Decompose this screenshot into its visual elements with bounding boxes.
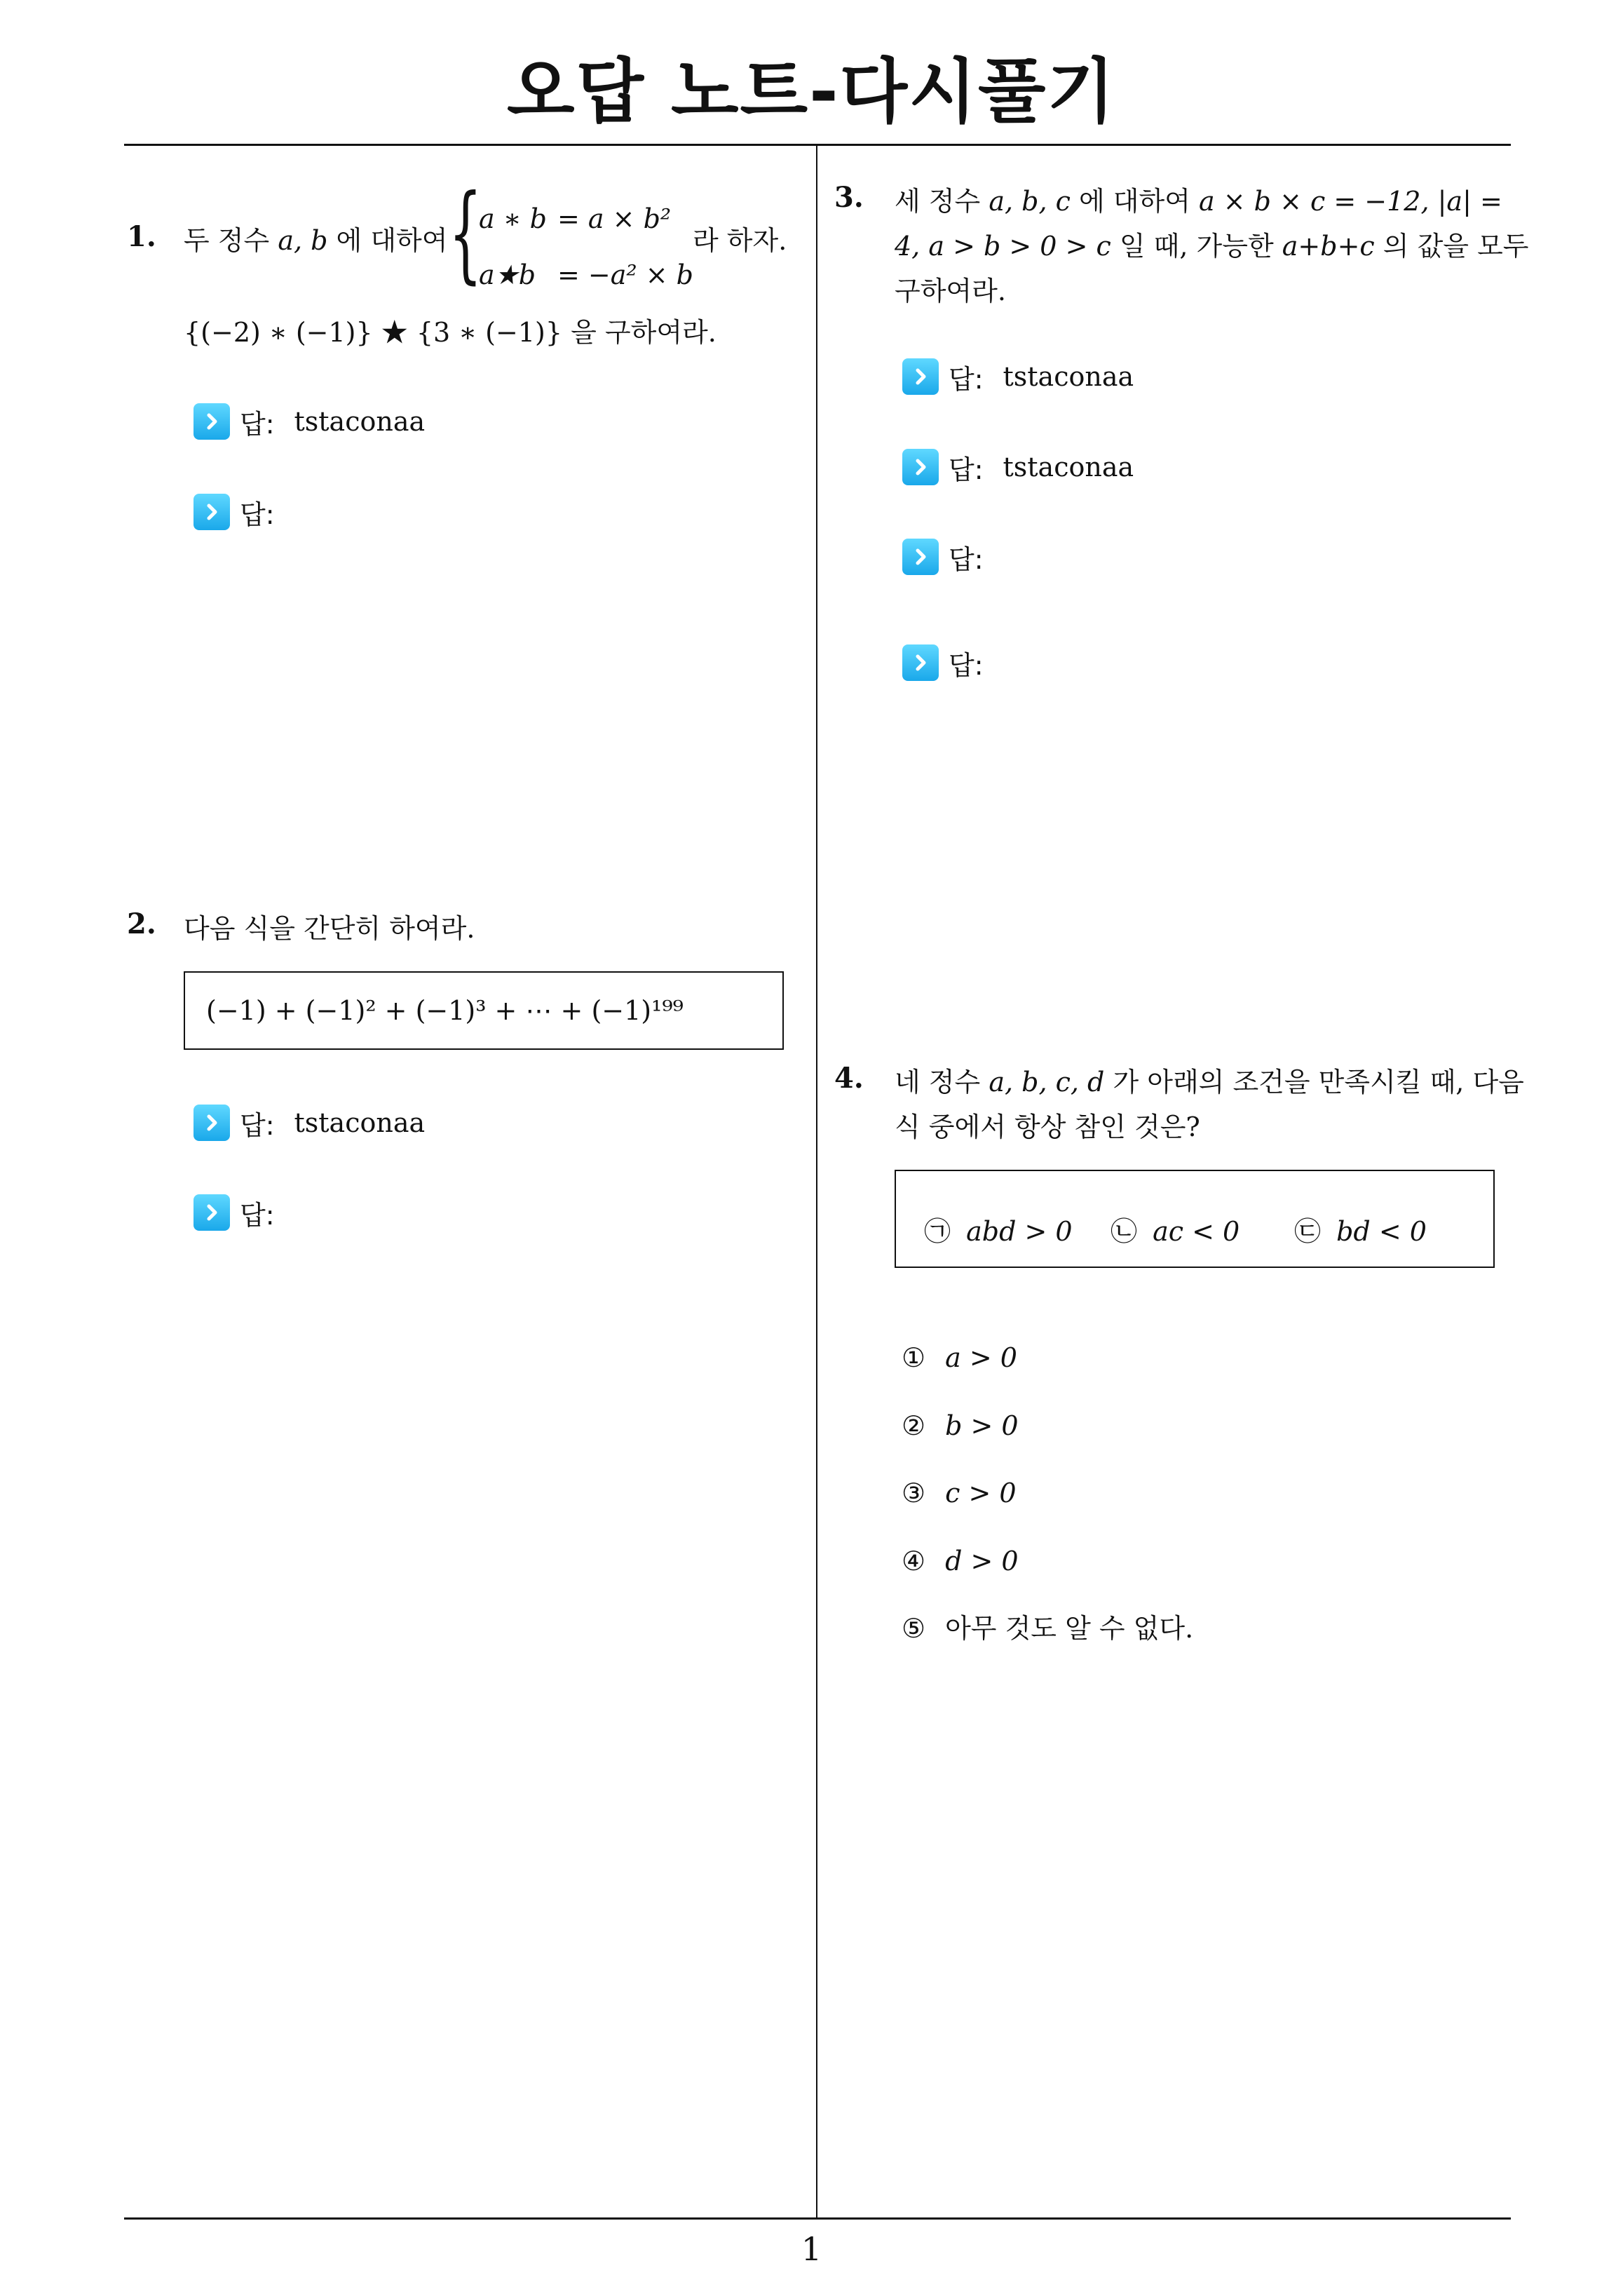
chevron-right-icon <box>902 449 939 485</box>
answer-value: tstaconaa <box>1003 361 1134 392</box>
page-number: 1 <box>801 2230 822 2268</box>
answer-label: 답: <box>240 408 275 440</box>
conditions-box <box>895 1170 1495 1268</box>
answer-label: 답: <box>949 454 984 485</box>
answer-line[interactable] <box>902 356 1134 398</box>
choice-option[interactable]: ⑤ 아무 것도 알 수 없다. <box>901 1613 1194 1644</box>
expression: (−1) + (−1)² + (−1)³ + ⋯ + (−1)¹⁹⁹ <box>206 995 684 1026</box>
expression-box <box>184 971 784 1050</box>
question-number: 3. <box>834 181 864 214</box>
answer-value: tstaconaa <box>294 1107 426 1138</box>
question-text: 두 정수 a, b 에 대하여 <box>184 225 448 256</box>
chevron-right-icon <box>902 539 939 575</box>
choice-option[interactable]: ③ c > 0 <box>901 1478 1017 1508</box>
chevron-right-icon <box>193 1194 230 1231</box>
question-number: 1. <box>127 220 156 253</box>
question-line-1: 세 정수 a, b, c 에 대하여 a × b × c = −12, |a| = <box>895 186 1502 217</box>
answer-line[interactable] <box>193 400 425 443</box>
question-line-3: 구하여라. <box>895 276 1006 306</box>
answer-label: 답: <box>949 543 984 575</box>
answer-label: 답: <box>949 649 984 681</box>
definition-2-lhs: a★b <box>479 259 536 290</box>
page-title: 오답 노트-다시풀기 <box>506 50 1117 133</box>
chevron-right-icon <box>902 644 939 681</box>
question-number: 2. <box>127 907 156 940</box>
definition-1-rhs: = a × b² <box>557 203 672 234</box>
answer-line[interactable] <box>193 1191 275 1234</box>
answer-value: tstaconaa <box>1003 452 1134 482</box>
chevron-right-icon <box>193 403 230 440</box>
definition-1-lhs: a ∗ b <box>479 203 547 234</box>
question-line-2: 4, a > b > 0 > c 일 때, 가능한 a+b+c 의 값을 모두 <box>895 231 1529 262</box>
answer-line[interactable] <box>193 491 275 533</box>
condition-item: ㉡ ac < 0 <box>1111 1216 1240 1247</box>
answer-label: 답: <box>240 1199 275 1231</box>
question-line-1: 네 정수 a, b, c, d 가 아래의 조건을 만족시킬 때, 다음 <box>895 1067 1524 1098</box>
choice-option[interactable]: ② b > 0 <box>901 1410 1019 1441</box>
answer-line[interactable] <box>902 642 984 684</box>
answer-label: 답: <box>949 363 984 395</box>
question-tail: 라 하자. <box>693 225 787 256</box>
answer-line[interactable] <box>193 1102 425 1144</box>
answer-label: 답: <box>240 1109 275 1141</box>
top-rule <box>124 144 1511 146</box>
left-brace: { <box>449 173 482 295</box>
chevron-right-icon <box>193 1105 230 1141</box>
choice-option[interactable]: ① a > 0 <box>901 1342 1017 1373</box>
question-line-2: 식 중에서 항상 참인 것은? <box>895 1112 1200 1142</box>
answer-label: 답: <box>240 499 275 530</box>
answer-line[interactable] <box>902 536 984 578</box>
chevron-right-icon <box>193 494 230 530</box>
question-expression: {(−2) ∗ (−1)} ★ {3 ∗ (−1)} 을 구하여라. <box>184 317 717 348</box>
condition-item: ㉢ bd < 0 <box>1294 1216 1427 1247</box>
bottom-rule <box>124 2217 1511 2220</box>
question-text: 다음 식을 간단히 하여라. <box>184 913 475 944</box>
condition-item: ㉠ abd > 0 <box>924 1216 1073 1247</box>
question-number: 4. <box>834 1062 864 1095</box>
choice-option[interactable]: ④ d > 0 <box>901 1546 1019 1576</box>
column-divider <box>816 145 817 2217</box>
answer-line[interactable] <box>902 446 1134 488</box>
chevron-right-icon <box>902 358 939 395</box>
answer-value: tstaconaa <box>294 406 426 437</box>
definition-2-rhs: = −a² × b <box>557 259 693 290</box>
